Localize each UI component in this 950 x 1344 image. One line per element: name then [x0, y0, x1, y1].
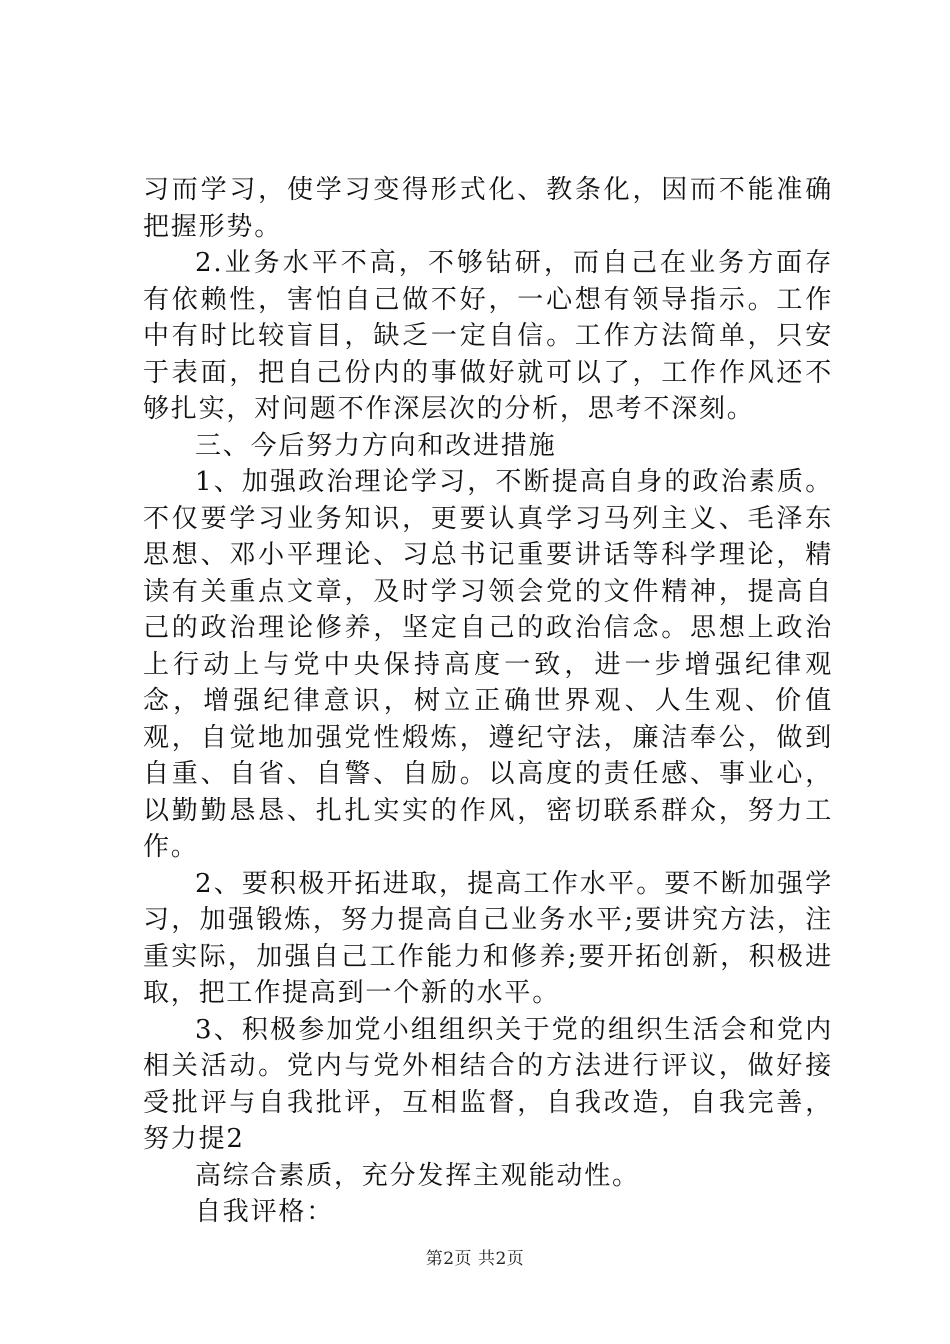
paragraph-self-assessment: 自我评格： [195, 1197, 335, 1227]
paragraph-work-level: 2、要积极开拓进取，提高工作水平。要不断加强学习，加强锻炼，努力提高自己业务水平;要讲究方法，注重实际，加强自己工作能力和修养;要开拓创新，积极进取，把工作提高到一个新的水平。 [143, 868, 833, 1008]
page-number-footer: 第2页 共2页 [425, 1249, 525, 1269]
section-heading-improvement: 三、今后努力方向和改进措施 [195, 430, 557, 461]
paragraph-party-activities: 3、积极参加党小组组织关于党的组织生活会和党内相关活动。党内与党外相结合的方法进行评议，做好接受批评与自我批评，互相监督，自我改造，自我完善，努力提2 [143, 1014, 833, 1154]
paragraph-continuation: 习而学习，使学习变得形式化、教条化，因而不能准确把握形势。 [143, 175, 833, 242]
paragraph-business-level: 2.业务水平不高，不够钻研，而自己在业务方面存有依赖性，害怕自己做不好，一心想有领导指示。工作中有时比较盲目，缺乏一定自信。工作方法简单，只安于表面，把自己份内的事做好就可以了，工作作风还不够扎实，对问题不作深层次的分析，思考不深刻。 [143, 248, 833, 424]
document-body [143, 172, 833, 1231]
paragraph-overall-quality: 高综合素质，充分发挥主观能动性。 [195, 1160, 640, 1191]
paragraph-political-theory: 1、加强政治理论学习，不断提高自身的政治素质。不仅要学习业务知识，更要认真学习马列主义、毛泽东思想、邓小平理论、习总书记重要讲话等科学理论，精读有关重点文章，及时学习领会党的文件精神，提高自己的政治理论修养，坚定自己的政治信念。思想上政治上行动上与党中央保持高度一致，进一步增强纪律观念，增强纪律意识，树立正确世界观、人生观、价值观，自觉地加强党性煅炼，遵纪守法，廉洁奉公，做到自重、自省、自警、自励。以高度的责任感、事业心，以勤勤恳恳、扎扎实实的作风，密切联系群众，努力工作。 [143, 467, 833, 862]
